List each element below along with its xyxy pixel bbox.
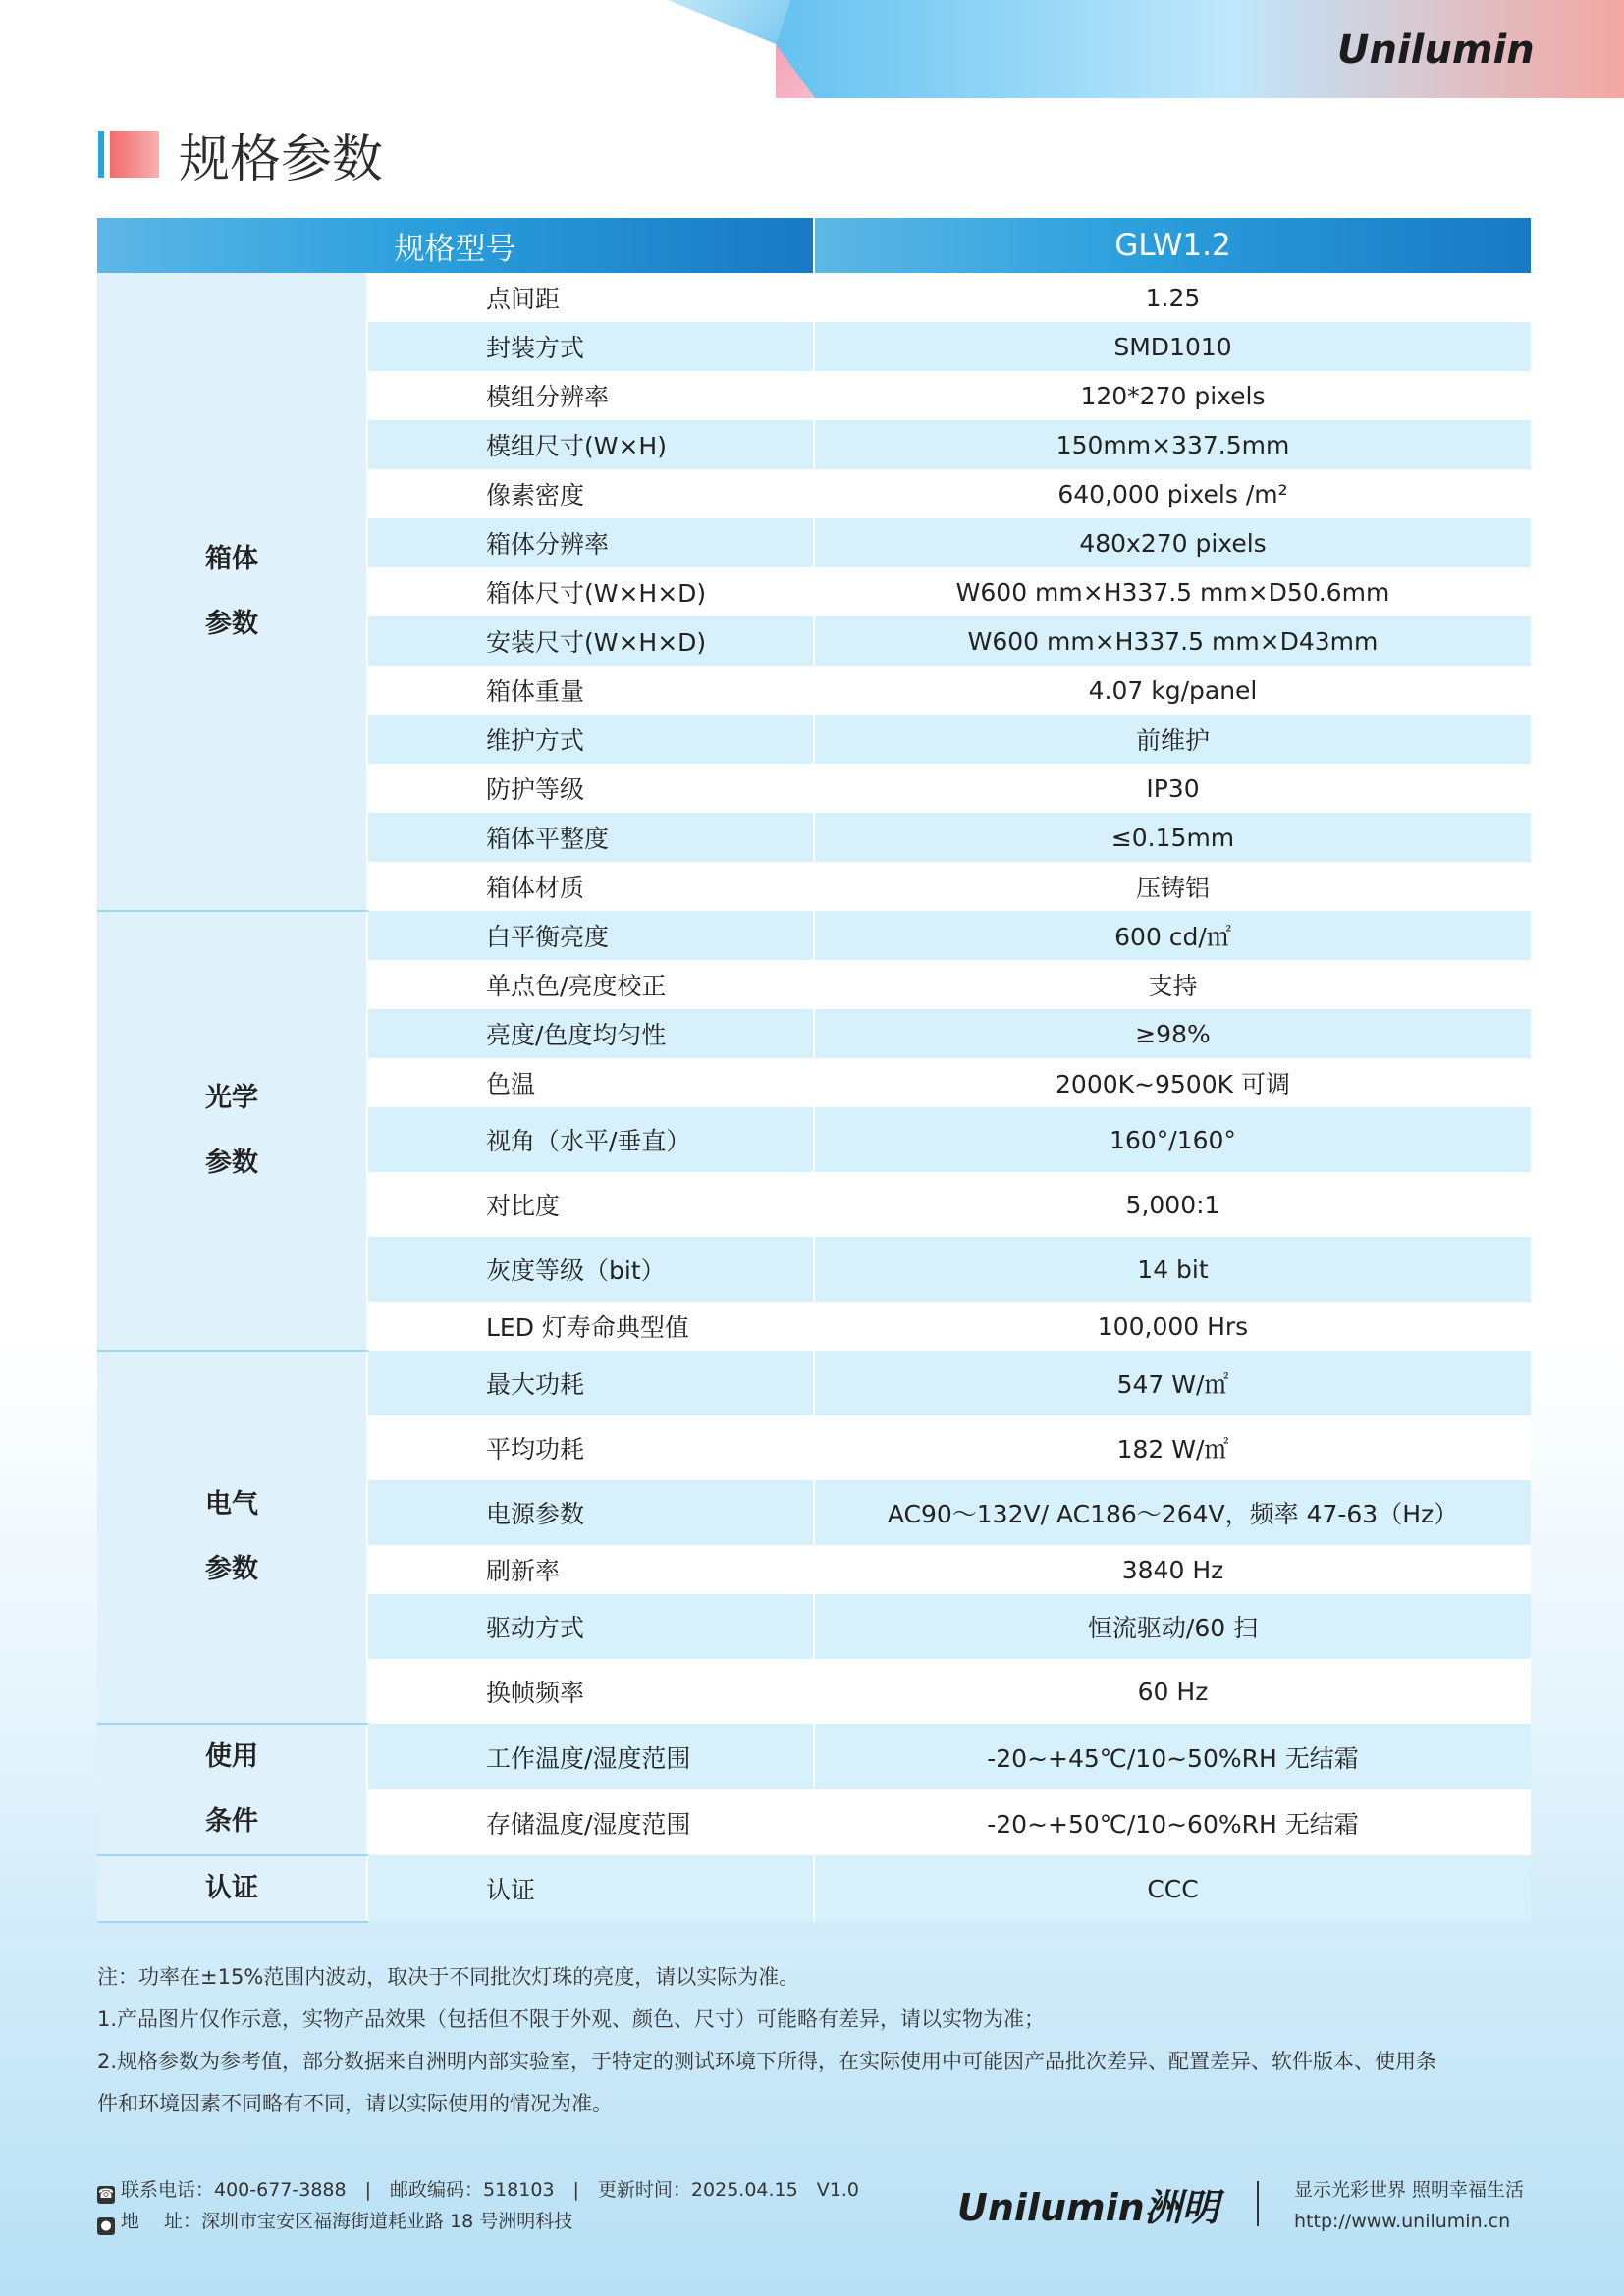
- param-value: ≤0.15mm: [814, 813, 1531, 862]
- slogan: 显示光彩世界 照明幸福生活: [1294, 2179, 1525, 2201]
- table-row: [97, 911, 1531, 960]
- param-value: 4.07 kg/panel: [814, 666, 1531, 715]
- param-value: 120*270 pixels: [814, 371, 1531, 420]
- param-value: -20~+50℃/10~60%RH 无结霜: [814, 1789, 1531, 1855]
- note-line: 件和环境因素不同略有不同，请以实际使用的情况为准。: [97, 2092, 613, 2115]
- param-name: 灰度等级（bit）: [367, 1237, 814, 1302]
- param-name: 刷新率: [367, 1545, 814, 1594]
- notes: [97, 1956, 1436, 2125]
- param-value: W600 mm×H337.5 mm×D50.6mm: [814, 567, 1531, 616]
- page-title: 规格参数: [179, 131, 384, 189]
- table-row: [97, 1724, 1531, 1789]
- category-cell: [97, 1351, 367, 1724]
- param-value: 150mm×337.5mm: [814, 420, 1531, 469]
- param-name: 认证: [367, 1855, 814, 1922]
- param-name: 安装尺寸(W×H×D): [367, 616, 814, 666]
- param-name: 电源参数: [367, 1480, 814, 1545]
- note-line: 注：功率在±15%范围内波动，取决于不同批次灯珠的亮度，请以实际为准。: [97, 1965, 800, 1989]
- address-line: 地 址：深圳市宝安区福海街道耗业路 18 号洲明科技: [121, 2211, 573, 2232]
- param-name: 箱体平整度: [367, 813, 814, 862]
- param-name: 存储温度/湿度范围: [367, 1789, 814, 1855]
- param-value: 640,000 pixels /m²: [814, 469, 1531, 518]
- category-cell: [97, 1724, 367, 1855]
- phone-line: 联系电话：400-677-3888 | 邮政编码：518103 | 更新时间：2025.04.15 V1.0: [121, 2179, 859, 2201]
- param-value: 恒流驱动/60 扫: [814, 1594, 1531, 1659]
- phone-icon: ☎: [97, 2187, 115, 2202]
- param-value: 182 W/㎡: [814, 1415, 1531, 1480]
- note-line: 2.规格参数为参考值，部分数据来自洲明内部实验室，于特定的测试环境下所得，在实际使用中可能因产品批次差异、配置差异、软件版本、使用条: [97, 2050, 1437, 2073]
- category-label: 参数: [205, 1554, 258, 1584]
- param-name: 最大功耗: [367, 1351, 814, 1415]
- footer-right: [1294, 2174, 1524, 2237]
- category-cell: [97, 273, 367, 911]
- param-name: 模组分辨率: [367, 371, 814, 420]
- spec-table: [97, 218, 1531, 1923]
- table-row: [97, 1855, 1531, 1922]
- category-label: 电气: [205, 1489, 258, 1520]
- category-label: 条件: [205, 1806, 258, 1837]
- param-value: CCC: [814, 1855, 1531, 1922]
- param-value: IP30: [814, 764, 1531, 813]
- param-value: ≥98%: [814, 1009, 1531, 1058]
- param-name: 视角（水平/垂直）: [367, 1107, 814, 1172]
- param-value: 压铸铝: [814, 862, 1531, 911]
- category-cell: [97, 911, 367, 1351]
- param-name: 驱动方式: [367, 1594, 814, 1659]
- param-value: 100,000 Hrs: [814, 1302, 1531, 1351]
- category-label: 参数: [205, 608, 258, 639]
- param-name: 模组尺寸(W×H): [367, 420, 814, 469]
- param-value: 160°/160°: [814, 1107, 1531, 1172]
- param-name: 单点色/亮度校正: [367, 960, 814, 1009]
- category-label: 参数: [205, 1148, 258, 1178]
- footer-divider: [1257, 2181, 1259, 2226]
- param-value: 5,000:1: [814, 1172, 1531, 1237]
- param-name: 白平衡亮度: [367, 911, 814, 960]
- param-value: 3840 Hz: [814, 1545, 1531, 1594]
- website-link[interactable]: http://www.unilumin.cn: [1294, 2211, 1511, 2232]
- param-value: 600 cd/㎡: [814, 911, 1531, 960]
- param-name: 亮度/色度均匀性: [367, 1009, 814, 1058]
- param-name: 工作温度/湿度范围: [367, 1724, 814, 1789]
- table-header-row: [97, 218, 1531, 273]
- brand-logo: Unilumin: [1337, 27, 1535, 73]
- param-value: 14 bit: [814, 1237, 1531, 1302]
- note-line: 1.产品图片仅作示意，实物产品效果（包括但不限于外观、颜色、尺寸）可能略有差异，请以实物为准；: [97, 2007, 1046, 2031]
- category-label: 使用: [205, 1741, 258, 1772]
- param-name: LED 灯寿命典型值: [367, 1302, 814, 1351]
- param-name: 色温: [367, 1058, 814, 1107]
- param-value: AC90～132V/ AC186～264V，频率 47-63（Hz）: [814, 1480, 1531, 1545]
- param-value: 480x270 pixels: [814, 518, 1531, 567]
- param-value: 60 Hz: [814, 1659, 1531, 1724]
- param-name: 像素密度: [367, 469, 814, 518]
- param-value: 547 W/㎡: [814, 1351, 1531, 1415]
- param-value: 支持: [814, 960, 1531, 1009]
- header-model-value: GLW1.2: [814, 218, 1531, 273]
- param-name: 箱体材质: [367, 862, 814, 911]
- param-value: -20~+45℃/10~50%RH 无结霜: [814, 1724, 1531, 1789]
- param-name: 对比度: [367, 1172, 814, 1237]
- category-label: 箱体: [205, 543, 258, 574]
- param-name: 箱体分辨率: [367, 518, 814, 567]
- param-name: 防护等级: [367, 764, 814, 813]
- param-value: SMD1010: [814, 322, 1531, 371]
- param-value: 1.25: [814, 273, 1531, 322]
- title-accent-icon: [98, 131, 159, 178]
- param-value: 2000K~9500K 可调: [814, 1058, 1531, 1107]
- param-name: 换帧频率: [367, 1659, 814, 1724]
- param-name: 箱体尺寸(W×H×D): [367, 567, 814, 616]
- param-value: 前维护: [814, 715, 1531, 764]
- table-row: [97, 1351, 1531, 1415]
- location-icon: ●: [97, 2217, 115, 2235]
- table-row: [97, 273, 1531, 322]
- footer-logo: Unilumin洲明: [957, 2186, 1219, 2229]
- header-model-label: 规格型号: [97, 218, 814, 273]
- param-name: 封装方式: [367, 322, 814, 371]
- category-cell: [97, 1855, 367, 1922]
- param-name: 维护方式: [367, 715, 814, 764]
- footer-contact: [97, 2174, 859, 2237]
- param-name: 点间距: [367, 273, 814, 322]
- param-value: W600 mm×H337.5 mm×D43mm: [814, 616, 1531, 666]
- category-label: 认证: [205, 1873, 258, 1903]
- category-label: 光学: [205, 1083, 258, 1113]
- param-name: 箱体重量: [367, 666, 814, 715]
- param-name: 平均功耗: [367, 1415, 814, 1480]
